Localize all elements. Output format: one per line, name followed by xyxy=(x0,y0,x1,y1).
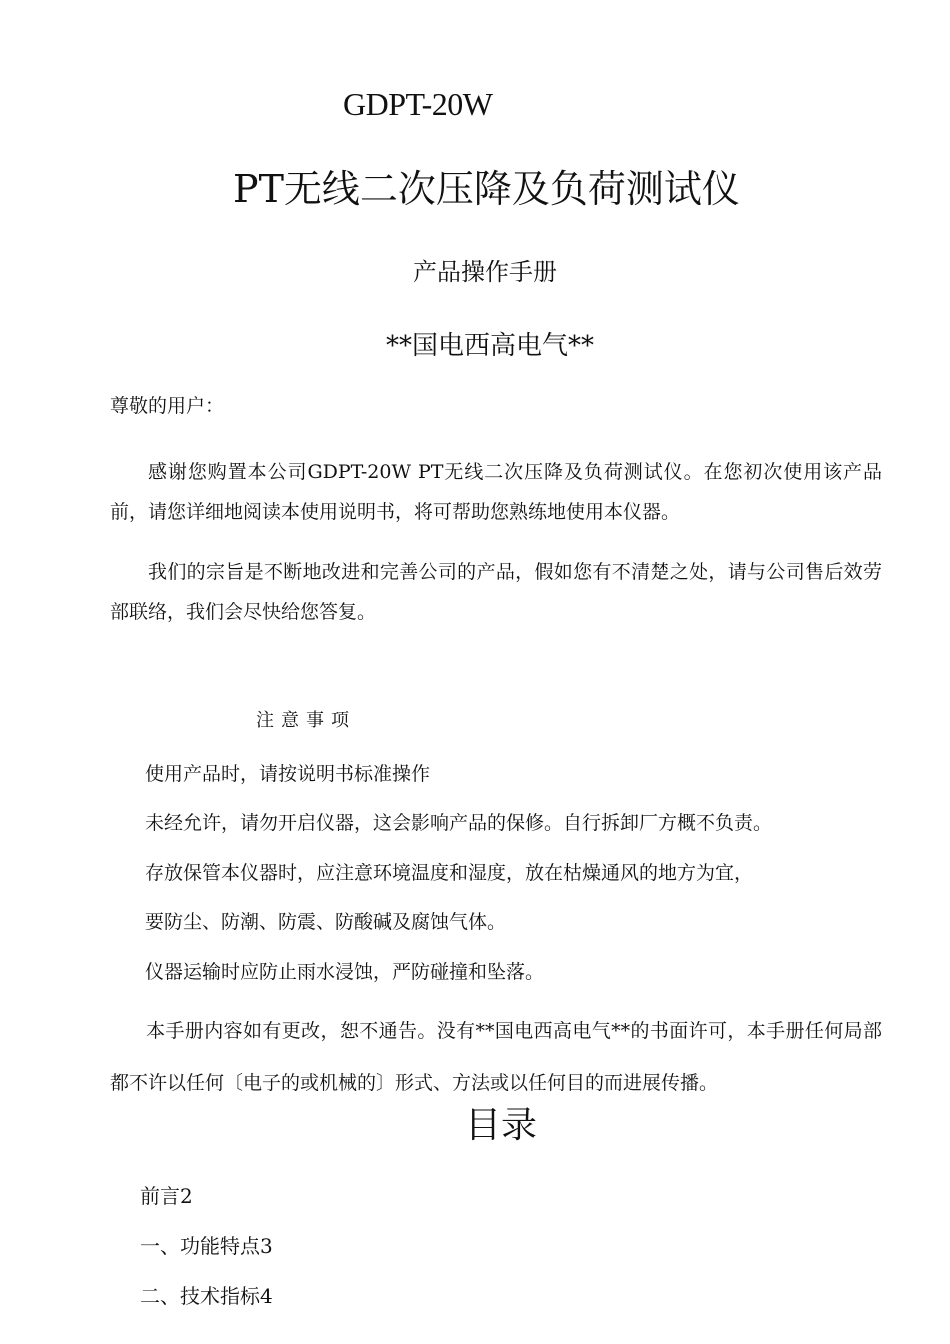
notice-item: 使用产品时，请按说明书标准操作 xyxy=(145,763,431,785)
notice-item: 要防尘、防潮、防震、防酸碱及腐蚀气体。 xyxy=(145,911,507,933)
disclaimer-paragraph: 本手册内容如有更改，恕不通告。没有**国电西高电气**的书面许可，本手册任何局部都不许以任何〔电子的或机械的〕形式、方法或以任何目的而进展传播。 xyxy=(110,1020,882,1094)
intro-paragraph: 感谢您购置本公司GDPT-20W PT无线二次压降及负荷测试仪。在您初次使用该产品前，请您详细地阅读本使用说明书，将可帮助您熟练地使用本仪器。 xyxy=(110,461,882,523)
toc-item: 二、技术指标4 xyxy=(140,1284,273,1308)
notice-heading: 注意事项 xyxy=(256,710,356,731)
toc-item: 前言2 xyxy=(140,1184,193,1208)
company-name: **国电西高电气** xyxy=(386,331,595,361)
notice-item: 未经允许，请勿开启仪器，这会影响产品的保修。自行拆卸厂方概不负责。 xyxy=(145,812,773,834)
mission-paragraph: 我们的宗旨是不断地改进和完善公司的产品，假如您有不清楚之处，请与公司售后效劳部联络，我们会尽快给您答复。 xyxy=(110,561,882,623)
product-title: PT无线二次压降及负荷测试仪 xyxy=(233,167,740,211)
product-model: GDPT-20W xyxy=(343,86,493,122)
toc-item: 一、功能特点3 xyxy=(140,1234,273,1258)
notice-item: 存放保管本仪器时，应注意环境温度和湿度，放在枯燥通风的地方为宜， xyxy=(145,862,754,884)
manual-subtitle: 产品操作手册 xyxy=(413,258,557,286)
notice-item: 仪器运输时应防止雨水浸蚀，严防碰撞和坠落。 xyxy=(145,961,545,983)
salutation: 尊敬的用户： xyxy=(110,395,225,417)
toc-heading: 目录 xyxy=(465,1105,538,1146)
